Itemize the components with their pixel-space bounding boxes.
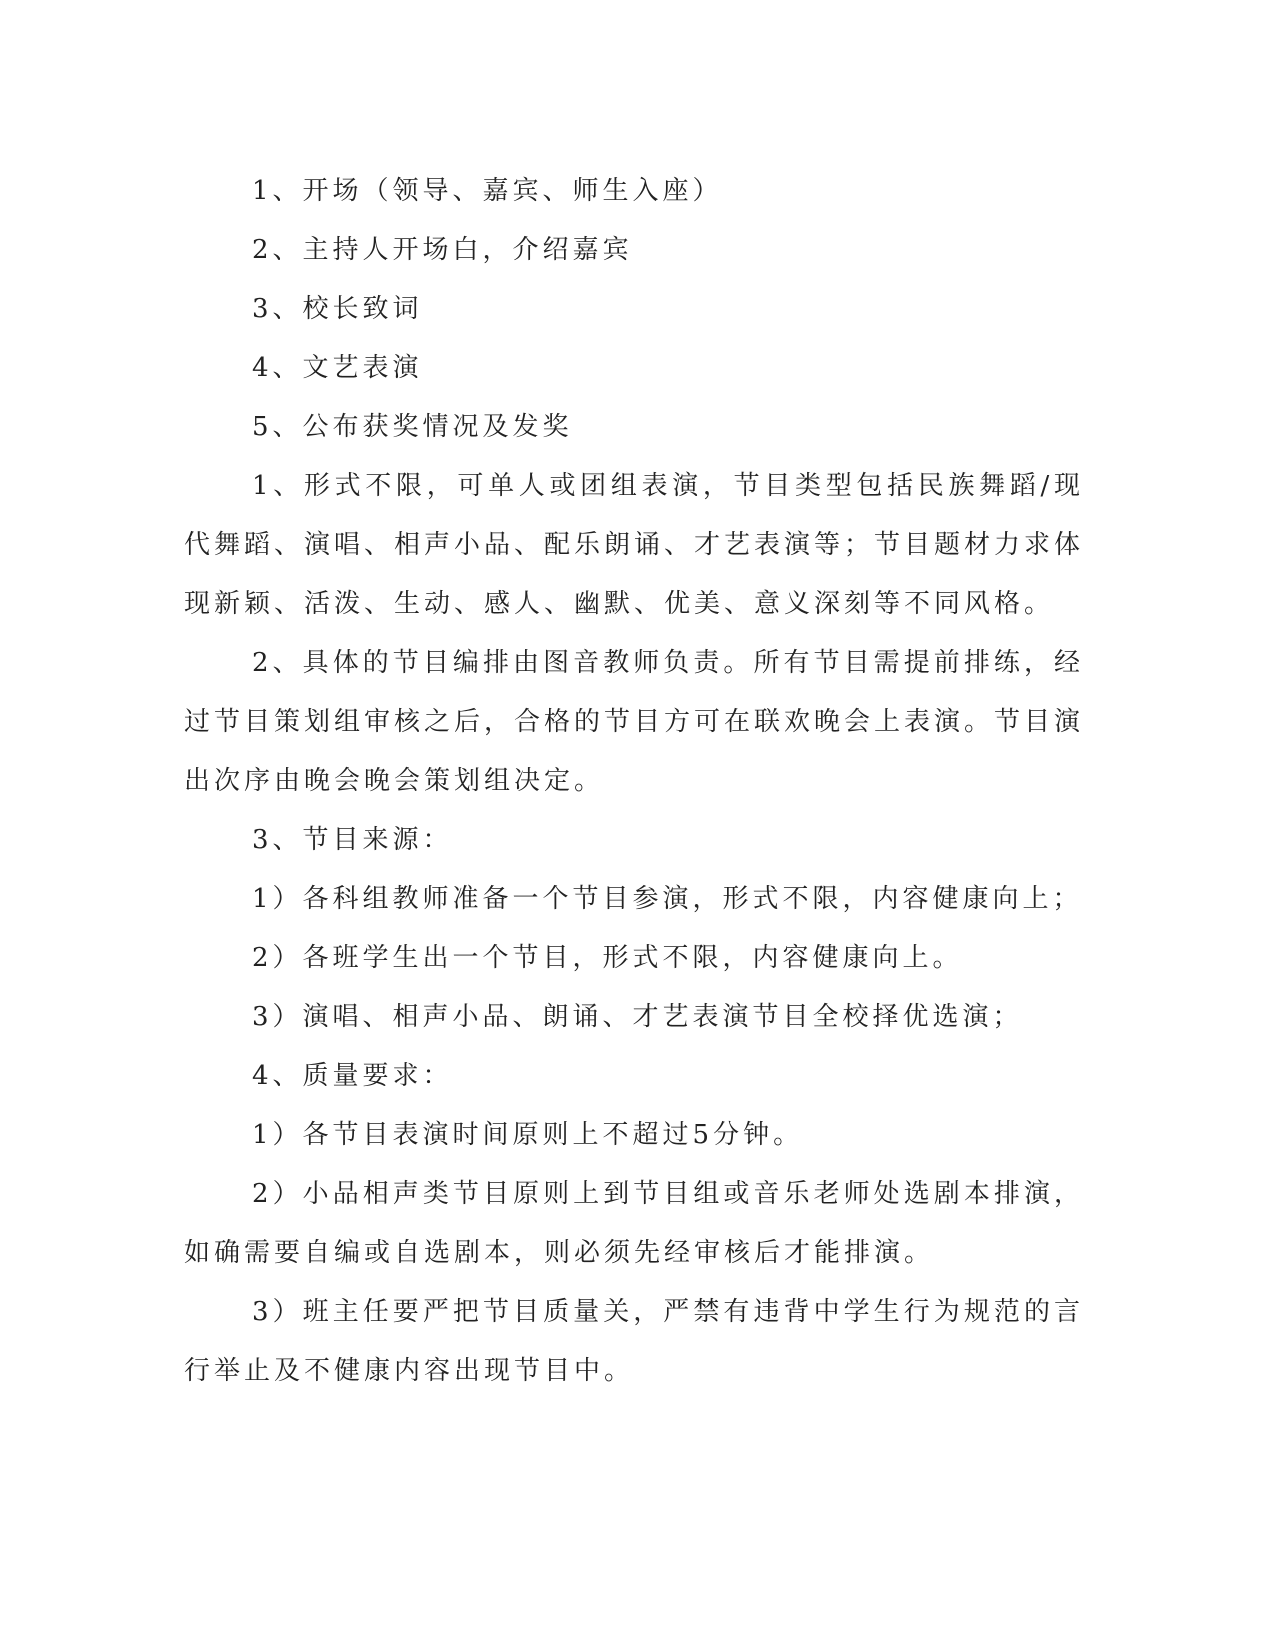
- program-item-principal-speech: 3、校长致词: [252, 294, 423, 324]
- quality-item-duration: 1）各节目表演时间原则上不超过5分钟。: [252, 1120, 804, 1150]
- program-item-awards: 5、公布获奖情况及发奖: [252, 412, 573, 442]
- rule-format: 1、形式不限，可单人或团组表演，节目类型包括民族舞蹈/现代舞蹈、演唱、相声小品、配乐朗诵、才艺表演等；节目题材力求体现新颖、活泼、生动、感人、幽默、优美、意义深刻等不同风格。: [184, 471, 1085, 619]
- document-body: [184, 162, 1084, 1401]
- source-item-selection: 3）演唱、相声小品、朗诵、才艺表演节目全校择优选演；: [252, 1002, 1023, 1032]
- program-item-opening: 1、开场（领导、嘉宾、师生入座）: [252, 176, 723, 206]
- rule-arrangement: 2、具体的节目编排由图音教师负责。所有节目需提前排练，经过节目策划组审核之后，合格的节目方可在联欢晚会上表演。节目演出次序由晚会晚会策划组决定。: [184, 648, 1085, 796]
- program-item-performance: 4、文艺表演: [252, 353, 423, 383]
- rule-sources-heading: 3、节目来源：: [252, 825, 453, 855]
- quality-item-review: 3）班主任要严把节目质量关，严禁有违背中学生行为规范的言行举止及不健康内容出现节目中。: [184, 1297, 1084, 1386]
- source-item-classes: 2）各班学生出一个节目，形式不限，内容健康向上。: [252, 943, 963, 973]
- program-item-host-opening: 2、主持人开场白，介绍嘉宾: [252, 235, 633, 265]
- source-item-teachers: 1）各科组教师准备一个节目参演，形式不限，内容健康向上；: [252, 884, 1083, 914]
- quality-item-scripts: 2）小品相声类节目原则上到节目组或音乐老师处选剧本排演，如确需要自编或自选剧本，则必须先经审核后才能排演。: [184, 1179, 1084, 1268]
- rule-quality-heading: 4、质量要求：: [252, 1061, 453, 1091]
